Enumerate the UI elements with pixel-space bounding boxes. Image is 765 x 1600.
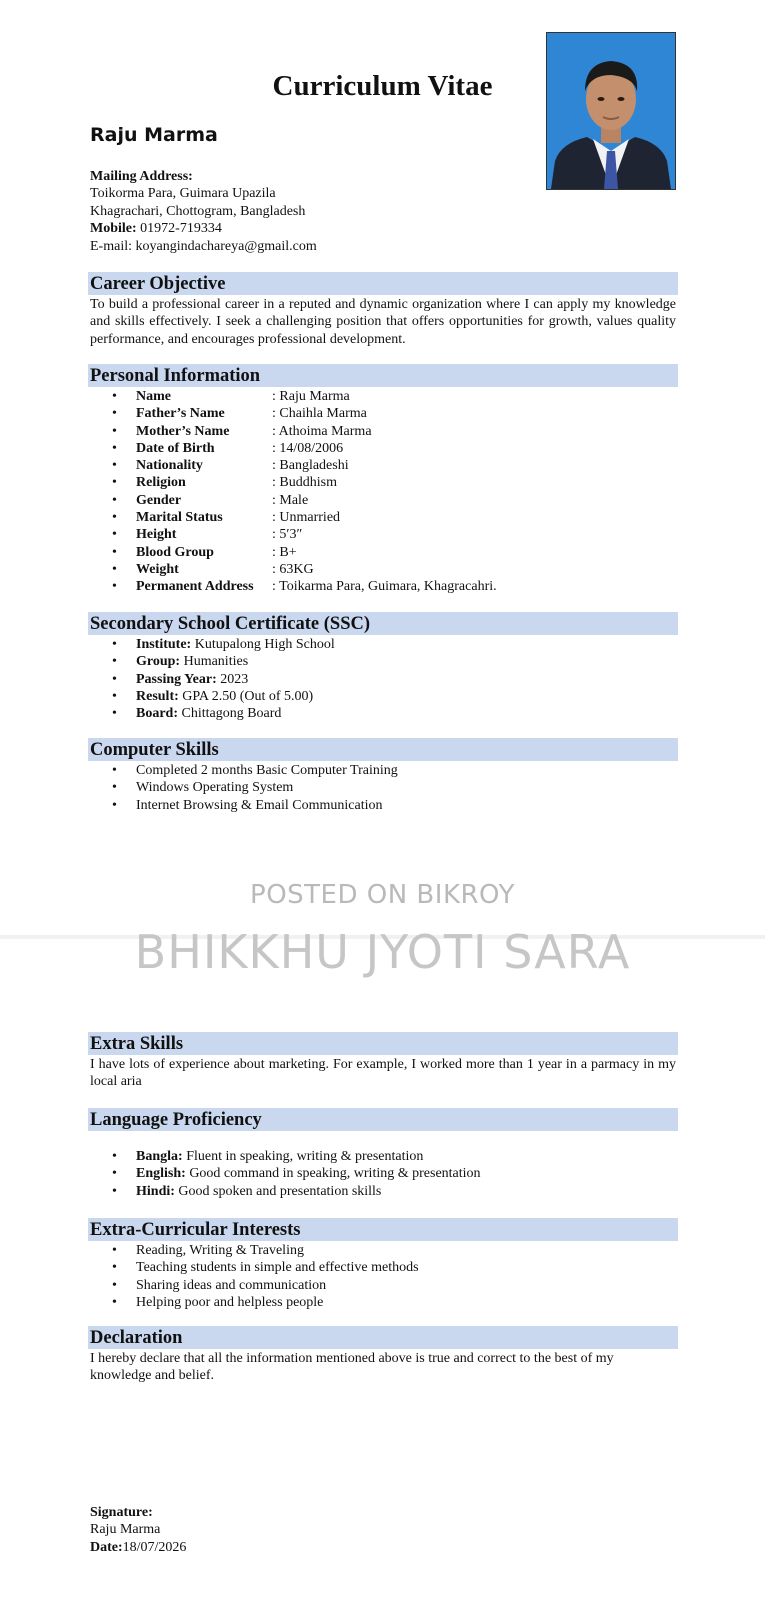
document-title: Curriculum Vitae (272, 70, 493, 102)
field-label: Date of Birth (136, 440, 215, 456)
field-value: : Raju Marma (272, 389, 350, 404)
list-item (90, 705, 680, 722)
contact-block (90, 168, 317, 255)
field-label: Mother’s Name (136, 423, 230, 439)
watermark-name: BHIKKHU JYOTI SARA (134, 925, 631, 979)
field-label: Name (136, 389, 171, 404)
list-item (90, 544, 680, 561)
field-value: : Toikarma Para, Guimara, Khagracahri. (272, 579, 497, 595)
signature-date: 18/07/2026 (122, 1539, 187, 1555)
field-label: Nationality (136, 458, 203, 474)
language-list (90, 1148, 680, 1200)
field-value: : Male (272, 492, 309, 508)
section-heading-career-objective: Career Objective (88, 272, 678, 295)
field-value: GPA 2.50 (Out of 5.00) (178, 688, 314, 704)
field-value: Kutupalong High School (191, 637, 335, 652)
section-heading-extra-skills: Extra Skills (88, 1032, 678, 1055)
list-item (90, 653, 680, 670)
field-label: Group: (136, 654, 181, 670)
field-value: : 63KG (272, 561, 314, 577)
list-item (90, 1183, 680, 1200)
list-item (90, 671, 680, 688)
list-item: • Sharing ideas and communication (90, 1277, 680, 1294)
section-heading-declaration: Declaration (88, 1326, 678, 1349)
field-label: Father’s Name (136, 406, 225, 422)
signature-label: Signature: (90, 1505, 153, 1520)
list-item (90, 405, 680, 422)
list-item (90, 561, 680, 578)
list-item (90, 1165, 680, 1182)
person-portrait-icon (547, 33, 675, 189)
field-label: English: (136, 1166, 186, 1182)
date-label: Date: (90, 1539, 123, 1555)
ssc-list (90, 636, 680, 722)
list-item (90, 492, 680, 509)
field-value: Fluent in speaking, writing & presentation (182, 1149, 424, 1164)
list-item: • Internet Browsing & Email Communication (90, 797, 680, 814)
signature-block (90, 1504, 186, 1556)
list-item: • Teaching students in simple and effective methods (90, 1259, 680, 1276)
mobile-label: Mobile: (90, 221, 137, 237)
field-label: Passing Year: (136, 671, 217, 687)
list-item (90, 440, 680, 457)
field-value: : 14/08/2006 (272, 440, 344, 456)
field-label: Bangla: (136, 1149, 183, 1164)
field-label: Hindi: (136, 1183, 175, 1199)
mobile-number: 01972-719334 (136, 221, 222, 237)
field-label: Gender (136, 492, 182, 508)
field-value: : 5′3″ (272, 527, 303, 543)
address-line: Khagrachari, Chottogram, Bangladesh (90, 203, 306, 219)
field-label: Board: (136, 706, 178, 722)
list-item (90, 457, 680, 474)
list-item (90, 474, 680, 491)
signature-name: Raju Marma (90, 1522, 161, 1538)
field-value: : Unmarried (272, 510, 341, 526)
field-value: Humanities (180, 654, 249, 670)
list-item: • Completed 2 months Basic Computer Training (90, 762, 680, 779)
section-heading-ssc: Secondary School Certificate (SSC) (88, 612, 678, 635)
section-heading-extra-curricular: Extra-Curricular Interests (88, 1218, 678, 1241)
field-label: Height (136, 527, 177, 543)
list-item (90, 578, 680, 595)
field-label: Weight (136, 561, 179, 577)
field-label: Result: (136, 688, 179, 704)
email-label: E-mail: (90, 238, 132, 254)
list-item (90, 688, 680, 705)
computer-skills-list (90, 762, 680, 814)
candidate-name: Raju Marma (90, 124, 218, 146)
field-value: : Chaihla Marma (272, 406, 367, 422)
declaration-text: I hereby declare that all the information mentioned above is true and correct to the best of my knowledge and belief. (90, 1351, 614, 1384)
extra-skills-text: I have lots of experience about marketing. For example, I worked more than 1 year in a parmacy in my local aria (90, 1057, 676, 1090)
list-item: • Reading, Writing & Traveling (90, 1242, 680, 1259)
list-item (90, 526, 680, 543)
list-item (90, 1148, 680, 1165)
field-value: Good spoken and presentation skills (174, 1183, 382, 1199)
section-heading-personal-information: Personal Information (88, 364, 678, 387)
section-heading-language-proficiency: Language Proficiency (88, 1108, 678, 1131)
field-value: 2023 (216, 671, 249, 687)
list-item: • Windows Operating System (90, 779, 680, 796)
address-line: Toikorma Para, Guimara Upazila (90, 186, 276, 202)
list-item (90, 388, 680, 405)
field-label: Marital Status (136, 510, 223, 526)
list-item (90, 509, 680, 526)
field-label: Institute: (136, 637, 192, 652)
field-value: : Athoima Marma (272, 423, 372, 439)
field-value: : B+ (272, 544, 297, 560)
profile-photo (546, 32, 676, 190)
field-label: Blood Group (136, 544, 214, 560)
personal-information-list (90, 388, 680, 596)
email-address: koyangindachareya@gmail.com (132, 238, 317, 254)
list-item: • Helping poor and helpless people (90, 1294, 680, 1311)
field-value: Chittagong Board (178, 706, 282, 722)
career-objective-text: To build a professional career in a reputed and dynamic organization where I can apply my knowledge and skills effectively. I seek a challenging position that offers opportunities for growth, values quality performance, and encourages professional development. (90, 297, 676, 347)
interests-list (90, 1242, 680, 1311)
watermark-posted: POSTED ON BIKROY (250, 880, 515, 910)
field-value: : Bangladeshi (272, 458, 349, 474)
mailing-address-label: Mailing Address: (90, 169, 193, 184)
section-heading-computer-skills: Computer Skills (88, 738, 678, 761)
field-label: Religion (136, 475, 186, 491)
field-value: : Buddhism (272, 475, 337, 491)
list-item (90, 423, 680, 440)
field-label: Permanent Address (136, 579, 254, 595)
list-item (90, 636, 680, 653)
field-value: Good command in speaking, writing & presentation (185, 1166, 481, 1182)
